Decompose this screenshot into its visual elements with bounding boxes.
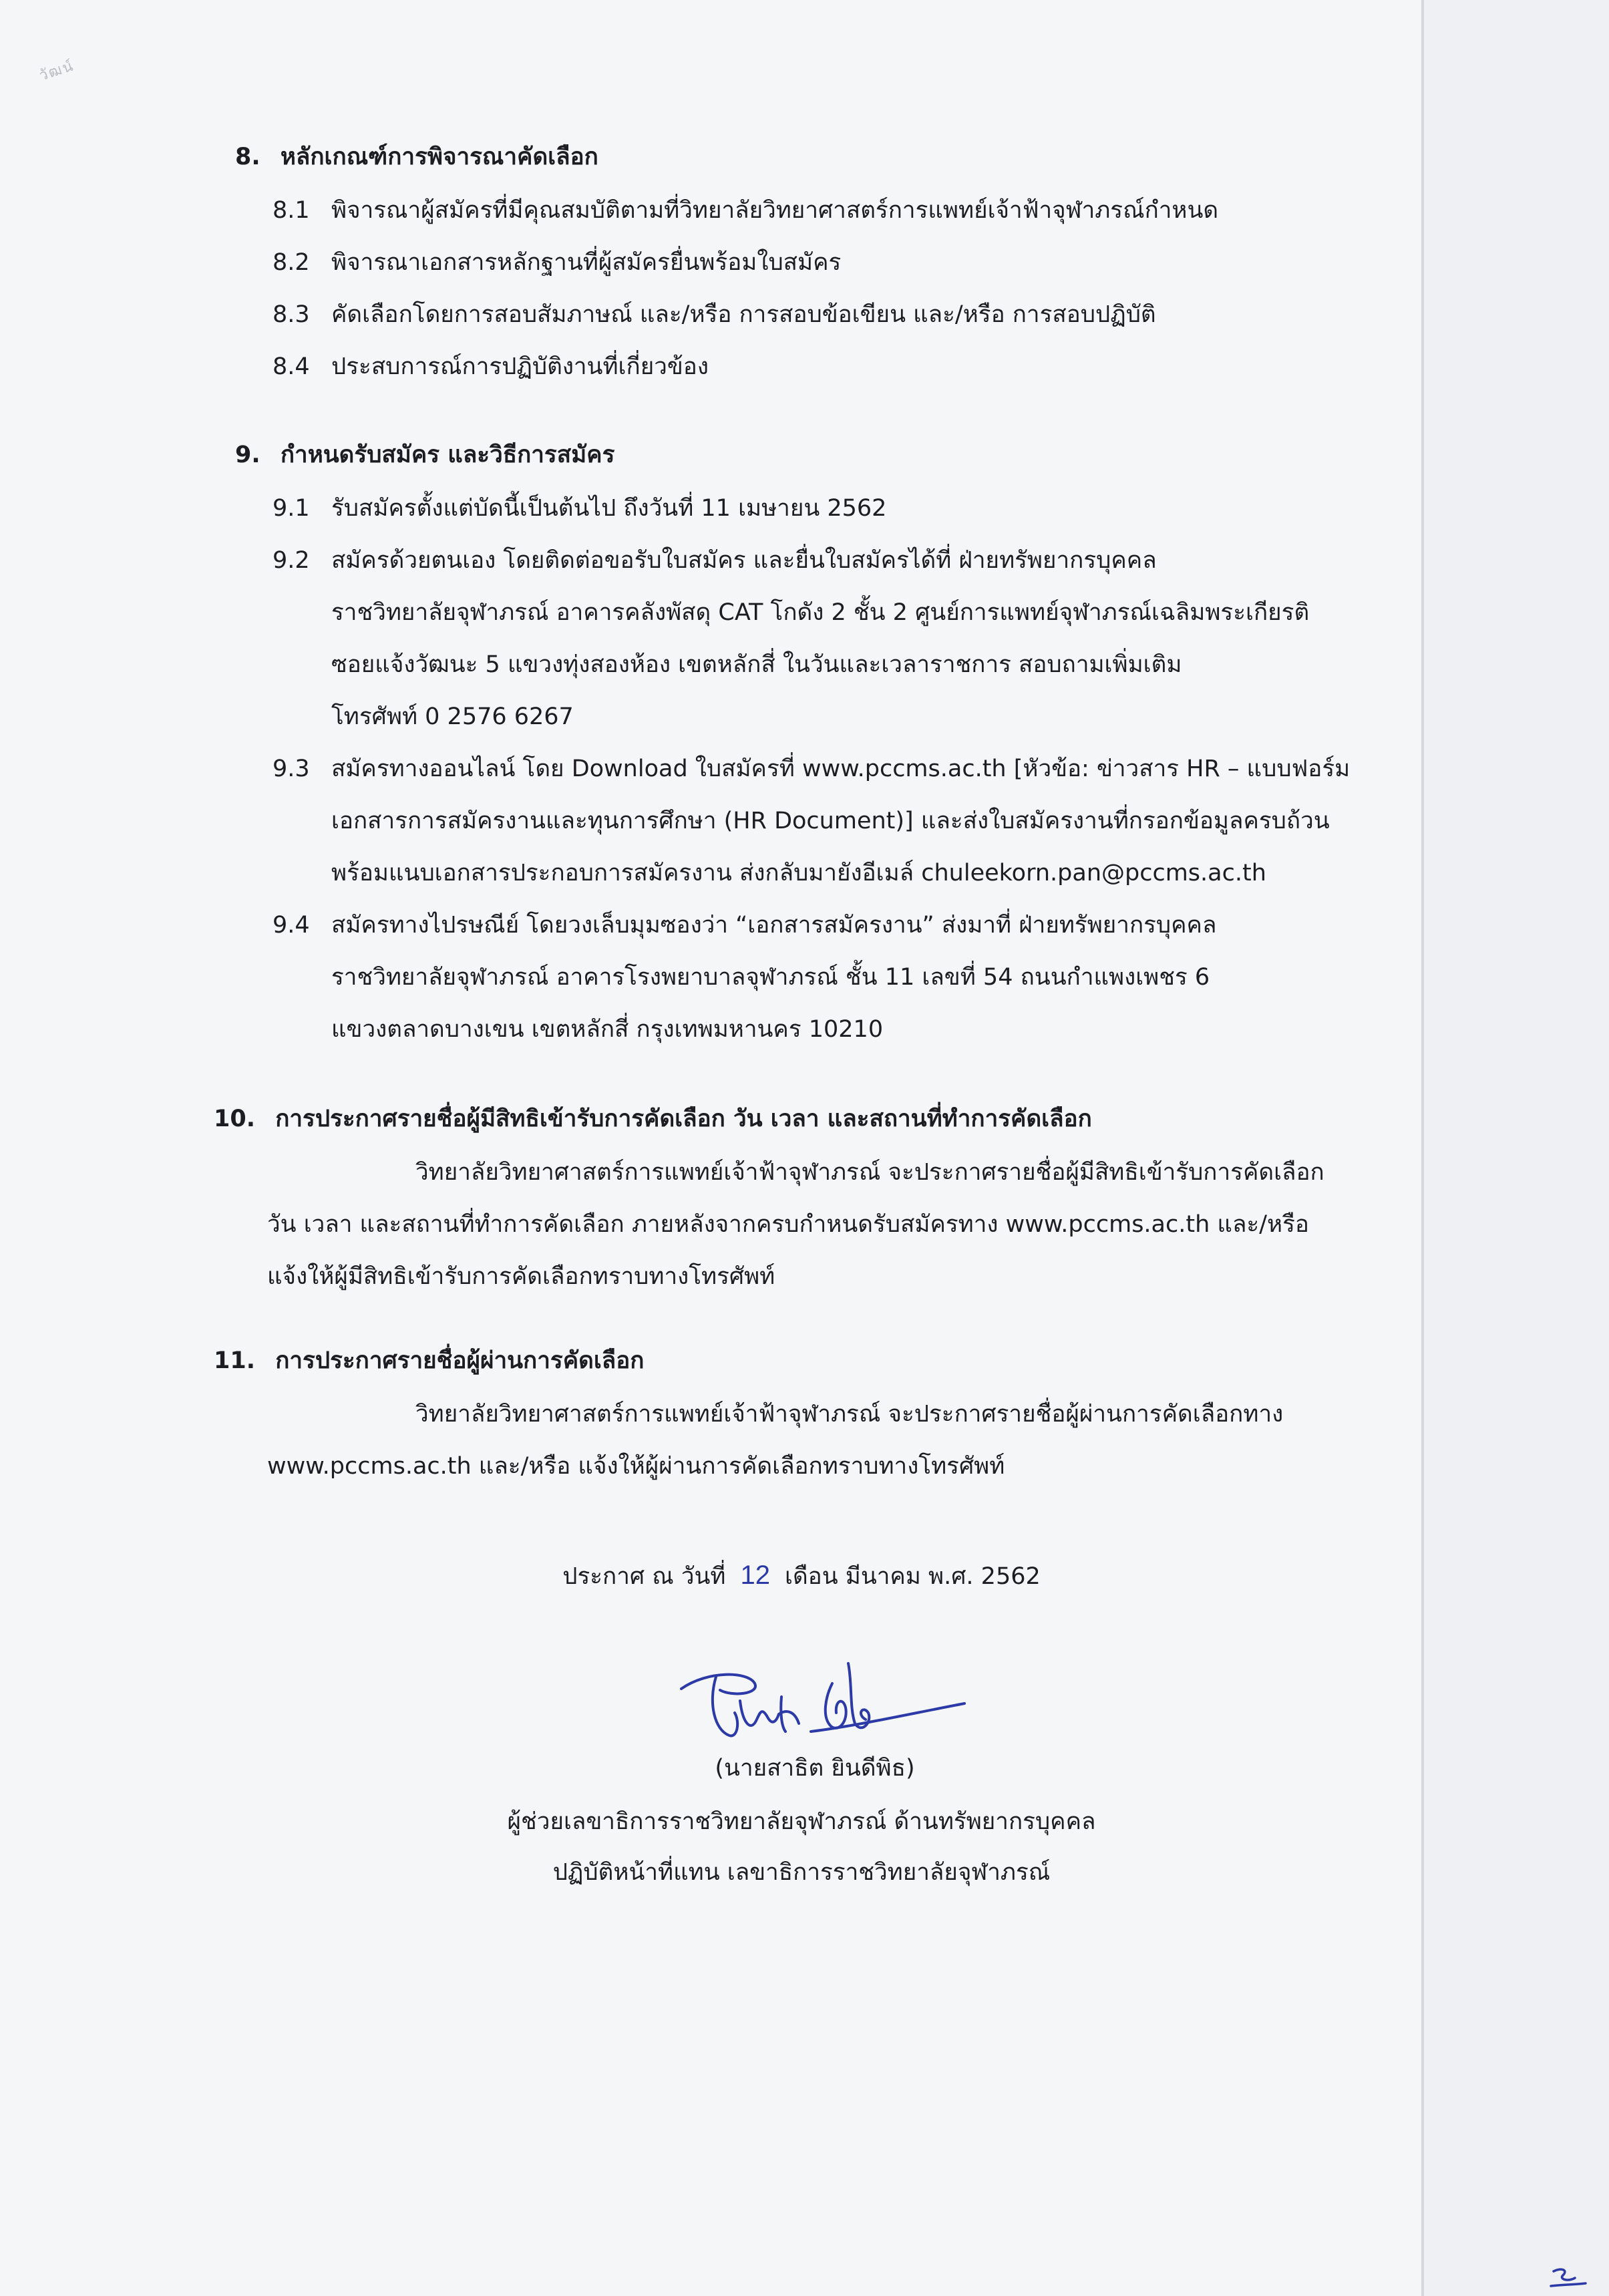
item-text-continuation: พร้อมแนบเอกสารประกอบการสมัครงาน ส่งกลับมายังอีเมล์ chuleekorn.pan@pccms.ac.th <box>331 860 1266 886</box>
section-number: 11. <box>214 1347 256 1374</box>
item-text: ประสบการณ์การปฏิบัติงานที่เกี่ยวข้อง <box>331 353 709 380</box>
item-text: สมัครด้วยตนเอง โดยติดต่อขอรับใบสมัคร และยื่นใบสมัครได้ที่ ฝ่ายทรัพยากรบุคคล <box>331 547 1157 574</box>
section-number: 8. <box>235 144 260 170</box>
section-9-heading <box>235 444 614 467</box>
item-text: รับสมัครตั้งแต่บัดนี้เป็นต้นไป ถึงวันที่ 11 เมษายน 2562 <box>331 495 887 522</box>
item-text-continuation: ราชวิทยาลัยจุฬาภรณ์ อาคารคลังพัสดุ CAT โกดัง 2 ชั้น 2 ศูนย์การแพทย์จุฬาภรณ์เฉลิมพระเกียรติ <box>331 599 1310 626</box>
handwritten-signature <box>668 1657 975 1757</box>
item-number: 9.1 <box>273 495 310 522</box>
section-8-heading <box>235 146 598 169</box>
item-text: พิจารณาเอกสารหลักฐานที่ผู้สมัครยื่นพร้อมใบสมัคร <box>331 249 842 276</box>
item-number: 8.2 <box>273 249 310 276</box>
announcement-date <box>0 1562 1603 1589</box>
scan-margin <box>1424 0 1609 2296</box>
signatory-name: (นายสาธิต ยินดีพิธ) <box>715 1755 915 1782</box>
paragraph-line: www.pccms.ac.th และ/หรือ แจ้งให้ผู้ผ่านการคัดเลือกทราบทางโทรศัพท์ <box>267 1453 1005 1480</box>
item-number: 8.1 <box>273 197 310 224</box>
item-text-continuation: เอกสารการสมัครงานและทุนการศึกษา (HR Document)] และส่งใบสมัครงานที่กรอกข้อมูลครบถ้วน <box>331 808 1330 834</box>
section-11-heading <box>214 1349 644 1373</box>
paragraph-line: วิทยาลัยวิทยาศาสตร์การแพทย์เจ้าฟ้าจุฬาภรณ์ จะประกาศรายชื่อผู้มีสิทธิเข้ารับการคัดเลือก <box>415 1159 1324 1186</box>
signatory-acting-position: ปฏิบัติหน้าที่แทน เลขาธิการราชวิทยาลัยจุฬาภรณ์ <box>552 1859 1051 1886</box>
item-text: สมัครทางไปรษณีย์ โดยวงเล็บมุมซองว่า “เอกสารสมัครงาน” ส่งมาที่ ฝ่ายทรัพยากรบุคคล <box>331 912 1217 939</box>
corner-note: วัฒน์ <box>37 57 77 85</box>
section-title: การประกาศรายชื่อผู้ผ่านการคัดเลือก <box>275 1347 645 1374</box>
section-title: หลักเกณฑ์การพิจารณาคัดเลือก <box>280 144 598 170</box>
page-initial-mark <box>1548 2265 1588 2291</box>
section-number: 10. <box>214 1106 256 1132</box>
handwritten-day: 12 <box>740 1561 770 1590</box>
item-text: คัดเลือกโดยการสอบสัมภาษณ์ และ/หรือ การสอบข้อเขียน และ/หรือ การสอบปฏิบัติ <box>331 301 1156 328</box>
date-suffix: เดือน มีนาคม พ.ศ. 2562 <box>784 1563 1041 1590</box>
paragraph-line: แจ้งให้ผู้มีสิทธิเข้ารับการคัดเลือกทราบทางโทรศัพท์ <box>267 1263 775 1290</box>
item-number: 8.4 <box>273 353 310 380</box>
item-text: สมัครทางออนไลน์ โดย Download ใบสมัครที่ www.pccms.ac.th [หัวข้อ: ข่าวสาร HR – แบบฟอร์ม <box>331 756 1351 782</box>
item-text: พิจารณาผู้สมัครที่มีคุณสมบัติตามที่วิทยาลัยวิทยาศาสตร์การแพทย์เจ้าฟ้าจุฬาภรณ์กำหนด <box>331 197 1219 224</box>
item-number: 9.4 <box>273 912 310 939</box>
item-number: 8.3 <box>273 301 310 328</box>
date-prefix: ประกาศ ณ วันที่ <box>562 1563 726 1590</box>
section-number: 9. <box>235 442 260 468</box>
item-text-continuation: ซอยแจ้งวัฒนะ 5 แขวงทุ่งสองห้อง เขตหลักสี่ ในวันและเวลาราชการ สอบถามเพิ่มเติม <box>331 651 1182 678</box>
signatory-position: ผู้ช่วยเลขาธิการราชวิทยาลัยจุฬาภรณ์ ด้านทรัพยากรบุคคล <box>507 1808 1096 1835</box>
item-text-continuation: แขวงตลาดบางเขน เขตหลักสี่ กรุงเทพมหานคร 10210 <box>331 1016 884 1043</box>
paragraph-line: วิทยาลัยวิทยาศาสตร์การแพทย์เจ้าฟ้าจุฬาภรณ์ จะประกาศรายชื่อผู้ผ่านการคัดเลือกทาง <box>415 1401 1284 1428</box>
section-title: กำหนดรับสมัคร และวิธีการสมัคร <box>280 442 615 468</box>
item-text-continuation: ราชวิทยาลัยจุฬาภรณ์ อาคารโรงพยาบาลจุฬาภรณ์ ชั้น 11 เลขที่ 54 ถนนกำแพงเพชร 6 <box>331 964 1210 991</box>
section-title: การประกาศรายชื่อผู้มีสิทธิเข้ารับการคัดเลือก วัน เวลา และสถานที่ทำการคัดเลือก <box>275 1106 1092 1132</box>
item-text-continuation: โทรศัพท์ 0 2576 6267 <box>331 703 574 730</box>
section-10-heading <box>214 1108 1092 1131</box>
item-number: 9.2 <box>273 547 310 574</box>
paragraph-line: วัน เวลา และสถานที่ทำการคัดเลือก ภายหลังจากครบกำหนดรับสมัครทาง www.pccms.ac.th และ/หรือ <box>267 1211 1309 1238</box>
item-number: 9.3 <box>273 756 310 782</box>
